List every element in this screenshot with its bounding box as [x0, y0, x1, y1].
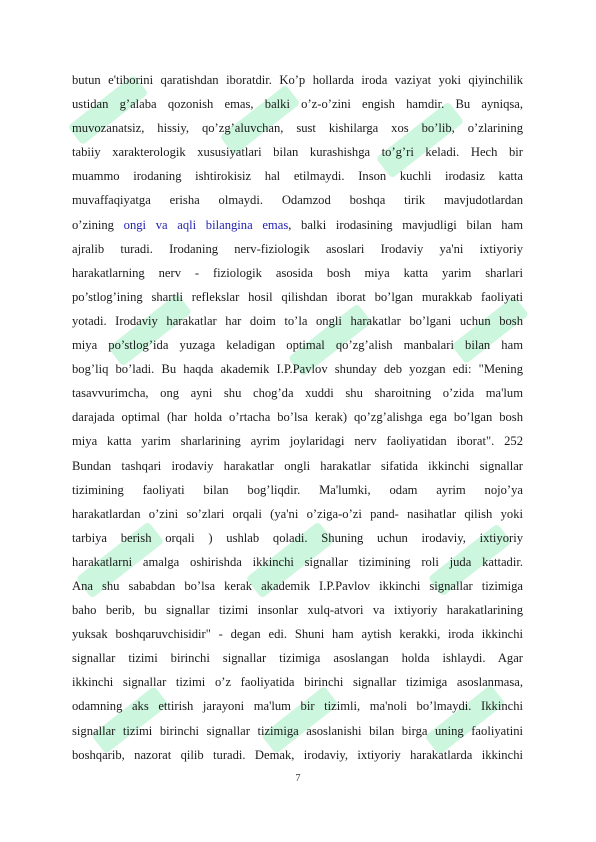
text-line: miya po’stlog’ida yuzaga keladigan optimal qo’zg’alish manbalari bilan ham: [72, 338, 523, 353]
text-line: tabiiy xarakterologik xususiyatlari bilan kurashishga to’g’ri keladi. Hech bir: [72, 145, 523, 160]
text-line: miya katta yarim sharlarining ayrim joylaridagi nerv faoliyatidan iborat". 252: [72, 434, 523, 449]
line-text-before-link: o’zining: [72, 217, 124, 232]
text-line: darajada optimal (har holda o’rtacha bo’lsa kerak) qo’zg’alishga ega bo’lgan bosh: [72, 410, 523, 425]
text-line: muvozanatsiz, hissiy, qo’zg’aluvchan, sust kishilarga xos bo’lib, o’zlarining: [72, 121, 523, 136]
text-line: butun e'tiborini qaratishdan iboratdir. Ko’p hollarda iroda vaziyat yoki qiyinchilik: [72, 73, 523, 87]
text-line: muammo irodaning ishtirokisiz hal etilmaydi. Inson kuchli irodasiz katta: [72, 169, 523, 184]
text-line: bog’liq bo’ladi. Bu haqda akademik I.P.Pavlov shunday deb yozgan edi: "Mening: [72, 362, 523, 377]
text-line: signallar tizimi birinchi signallar tizimiga asoslangan holda ishlaydi. Agar: [72, 651, 523, 666]
text-line: ajralib turadi. Irodaning nerv-fiziologik asoslari Irodaviy ya'ni ixtiyoriy: [72, 241, 523, 256]
text-line: tasavvurimcha, ong ayni shu chog’da xuddi shu sharoitning o’zida ma'lum: [72, 386, 523, 401]
text-line: Bundan tashqari irodaviy harakatlar ongli harakatlar sifatida ikkinchi signallar: [72, 458, 523, 473]
text-line: harakatlarning nerv - fiziologik asosida bosh miya katta yarim sharlari: [72, 265, 523, 280]
line-text-after-link: , balki irodasining mavjudligi bilan ham: [288, 217, 523, 232]
text-line: baho berib, bu signallar tizimi insonlar xulq-atvori va ixtiyoriy harakatlarining: [72, 603, 523, 618]
text-line: odamning aks ettirish jarayoni ma'lum bir tizimli, ma'noli bo’lmaydi. Ikkinchi: [72, 699, 523, 714]
text-line: po’stlog’ining shartli reflekslar hosil qilishdan iborat bo’lgan murakkab faoliyati: [72, 289, 523, 304]
text-line: signallar tizimi birinchi signallar tizimiga asoslanishi bilan birga uning faoliyatini: [72, 723, 523, 738]
page-number: 7: [295, 773, 301, 784]
text-line: harakatlardan o’zini so’zlari orqali (ya'ni o’ziga-o’zi pand- nasihatlar qilish yoki: [72, 506, 523, 521]
text-line: Ana shu sababdan bo’lsa kerak akademik I.P.Pavlov ikkinchi signallar tizimiga: [72, 578, 523, 593]
text-line: harakatlarni amalga oshirishda ikkinchi signallar tizimining roli juda kattadir.: [72, 554, 523, 569]
body-text: [72, 68, 523, 767]
text-line: muvaffaqiyatga erisha olmaydi. Odamzod boshqa tirik mavjudotlardan: [72, 193, 523, 208]
text-line: ikkinchi signallar tizimi o’z faoliyatida birinchi signallar tizimiga asoslanmasa,: [72, 675, 523, 690]
text-line: tizimining faoliyati bilan bog’liqdir. Ma'lumki, odam ayrim nojo’ya: [72, 482, 523, 497]
highlighted-link[interactable]: ongi va aqli bilangina emas: [123, 217, 289, 232]
text-line: yuksak boshqaruvchisidir" - degan edi. Shuni ham aytish kerakki, iroda ikkinchi: [72, 627, 523, 642]
text-line: ustidan g’alaba qozonish emas, balki o’z-o’zini engish hamdir. Bu ayniqsa,: [72, 97, 523, 112]
text-line-with-link: [72, 213, 523, 237]
text-line: tarbiya berish orqali ) ushlab qoladi. Shuning uchun irodaviy, ixtiyoriy: [72, 530, 523, 545]
text-line: boshqarib, nazorat qilib turadi. Demak, irodaviy, ixtiyoriy harakatlarda ikkinchi: [72, 747, 523, 762]
text-line: yotadi. Irodaviy harakatlar har doim to’la ongli harakatlar bo’lgani uchun bosh: [72, 313, 523, 328]
